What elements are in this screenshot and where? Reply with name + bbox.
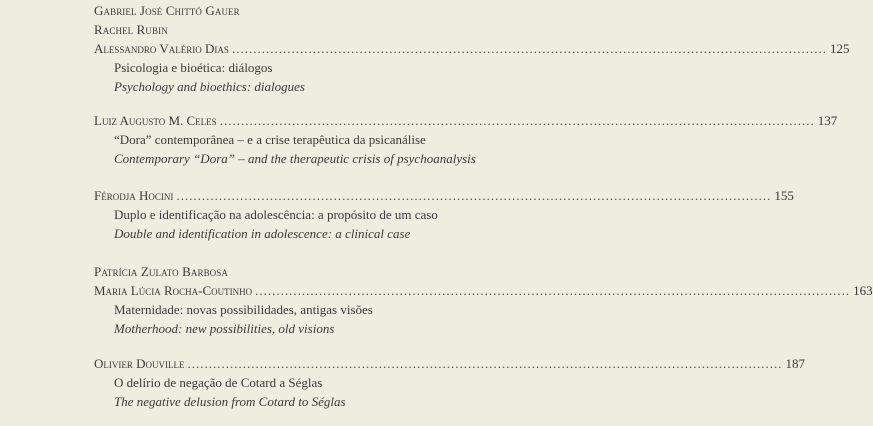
article-title-portuguese: “Dora” contemporânea – e a crise terapêutica da psicanálise [114,132,426,147]
article-title-portuguese: Psicologia e bioética: diálogos [114,60,273,75]
author-name: Alessandro Valério Dias [94,41,229,56]
author-page-line [94,111,838,130]
toc-entry [94,1,850,96]
author-name: Olivier Douville [94,356,185,371]
page-number: 125 [829,41,850,56]
toc-entry [94,186,794,243]
toc-entry [94,262,873,338]
author-name: Maria Lúcia Rocha-Coutinho [94,283,253,298]
author-page-line [94,354,806,373]
author-name: Rachel Rubin [94,22,168,37]
dot-leader: ............................................................................................................................................ [176,188,772,203]
article-title-portuguese: Maternidade: novas possibilidades, antigas visões [114,302,373,317]
article-title-english: The negative delusion from Cotard to Séglas [114,394,346,409]
dot-leader: ............................................................................................................................................ [231,41,827,56]
page-number: 187 [785,356,806,371]
author-page-line [94,39,850,58]
article-title-portuguese: O delírio de negação de Cotard a Séglas [114,375,323,390]
dot-leader: ............................................................................................................................................ [187,356,783,371]
author-page-line [94,281,873,300]
page-number: 163 [853,283,873,298]
article-title-english: Contemporary “Dora” – and the therapeutic crisis of psychoanalysis [114,151,476,166]
page-number: 137 [817,113,838,128]
author-name: Gabriel José Chittó Gauer [94,3,240,18]
article-title-english: Psychology and bioethics: dialogues [114,79,305,94]
article-title-portuguese: Duplo e identificação na adolescência: a propósito de um caso [114,207,438,222]
dot-leader: ............................................................................................................................................ [219,113,815,128]
author-name: Luiz Augusto M. Celes [94,113,217,128]
author-page-line [94,186,794,205]
toc-entry [94,111,838,168]
toc-entry [94,354,806,411]
article-title-english: Double and identification in adolescence: a clinical case [114,226,411,241]
page-number: 155 [774,188,794,203]
author-name: Patrícia Zulato Barbosa [94,264,228,279]
article-title-english: Motherhood: new possibilities, old visions [114,321,335,336]
dot-leader: ............................................................................................................................................ [255,283,851,298]
author-name: Férodja Hocini [94,188,174,203]
